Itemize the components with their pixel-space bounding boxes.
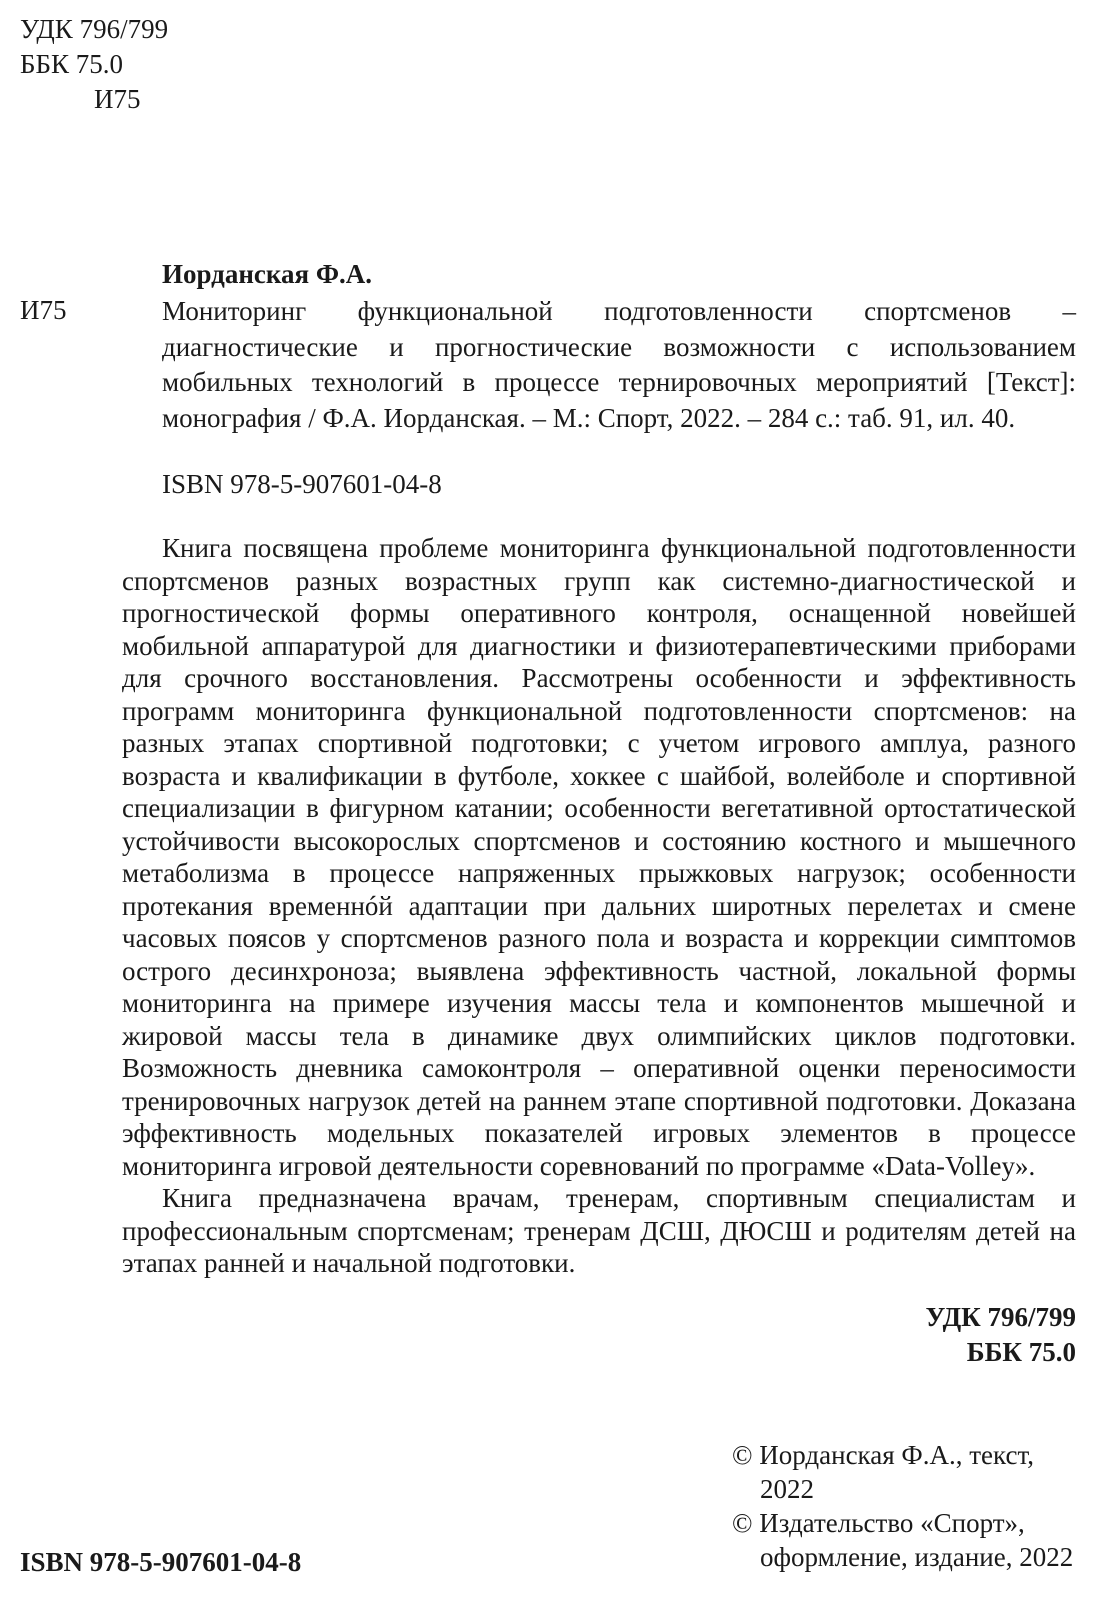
copyright-block [732,1438,1092,1574]
copyright-author-year: 2022 [760,1474,814,1504]
header-udk: УДК 796/799 [20,14,169,44]
header-bbk: ББК 75.0 [20,49,124,79]
classification-bbk: ББК 75.0 [966,1337,1076,1367]
classification-udk: УДК 796/799 [925,1302,1076,1332]
annotation-paragraph-1: Книга посвящена проблеме мониторинга функциональной подготовленности спортсменов разных возрастных групп как системно-диагностической и прогностической формы оперативного контроля, оснащенной новейшей мобильной аппаратурой для диагностики и физиотерапевтическими приборами для срочного восстановления. Рассмотрены особенности и эффективность программ мониторинга функциональной подготовленности спортсменов: на разных этапах спортивной подготовки; с учетом игрового амплуа, разного возраста и квалификации в футболе, хоккее с шайбой, волейболе и спортивной специализации в фигурном катании; особенности вегетативной ортостатической устойчивости высокорослых спортсменов и состоянию костного и мышечного метаболизма в процессе напряженных прыжковых нагрузок; особенности протекания временнóй адаптации при дальних широтных перелетах и смене часовых поясов у спортсменов разного пола и возраста и коррекции симптомов острого десинхроноза; выявлена эффективность частной, локальной формы мониторинга на примере изучения массы тела и компонентов мышечной и жировой массы тела в динамике двух олимпийских циклов подготовки. Возможность дневника самоконтроля – оперативной оценки переносимости тренировочных нагрузок детей на раннем этапе спортивной подготовки. Доказана эффективность модельных показателей игровых элементов в процессе мониторинга игровой деятельности соревнований по программе «Data-Volley». [122,533,1076,1181]
copyright-publisher-line: © Издательство «Спорт», [732,1508,1025,1538]
record-description: Мониторинг функциональной подготовленности спортсменов – диагностические и прогностические возможности с использованием мобильных технологий в процессе тернировочных мероприятий [Текст]: монография / Ф.А. Иорданская. – М.: Спорт, 2022. – 284 с.: таб. 91, ил. 40. [162,296,1076,433]
footer-isbn: ISBN 978-5-907601-04-8 [20,1547,302,1577]
annotation [122,532,1076,1280]
annotation-paragraph-2: Книга предназначена врачам, тренерам, спортивным специалистам и профессиональным спортсменам; тренерам ДСШ, ДЮСШ и родителям детей на этапах ранней и начальной подготовки. [122,1183,1076,1278]
header-classification [20,12,168,117]
header-author-mark: И75 [94,84,141,114]
classification-block [926,1300,1077,1370]
copyright-author-line: © Иорданская Ф.А., текст, [732,1440,1034,1470]
record-author: Иорданская Ф.А. [162,259,373,289]
record-author-mark: И75 [20,295,67,325]
copyright-publisher-detail: оформление, издание, 2022 [760,1542,1074,1572]
record-isbn: ISBN 978-5-907601-04-8 [162,469,442,499]
